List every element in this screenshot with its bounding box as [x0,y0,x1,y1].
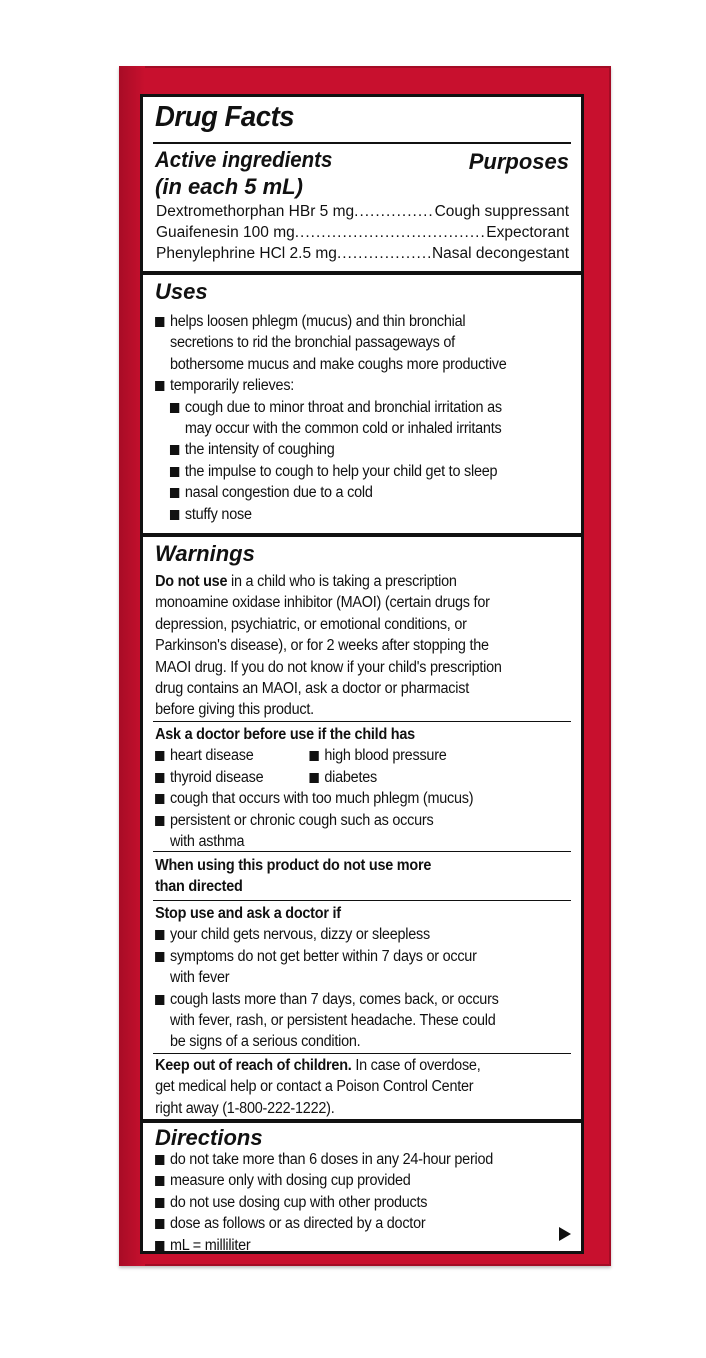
section-divider [143,271,581,275]
ingredient-name: Guaifenesin 100 mg [156,224,295,241]
list-item: cough lasts more than 7 days, comes back, or occurs with fever, rash, or persistent headache. These could be signs of a serious condition. [155,989,539,1053]
list-item: do not use dosing cup with other products [155,1192,539,1213]
active-ingredients-heading: Active ingredients [155,147,333,172]
list-item: mL = milliliter [155,1235,539,1256]
ingredient-name: Phenylephrine HCl 2.5 mg [156,245,337,262]
ingredient-purpose: Expectorant [486,224,569,241]
list-subitem: cough due to minor throat and bronchial irritation as may occur with the common cold or inhaled irritants [155,397,539,440]
active-ingredients-subheading: (in each 5 mL) [155,174,303,199]
list-item: helps loosen phlegm (mucus) and thin bronchial secretions to rid the bronchial passageways of bothersome mucus and make coughs more productive [155,311,539,375]
list-item: diabetes [309,767,463,788]
list-subitem: nasal congestion due to a cold [155,482,539,503]
list-item: dose as follows or as directed by a doctor [155,1213,539,1234]
ingredient-name: Dextromethorphan HBr 5 mg [156,203,355,220]
drug-facts-title: Drug Facts [155,101,295,133]
stop-use-section [143,903,550,1053]
list-subitem: the impulse to cough to help your child get to sleep [155,461,539,482]
list-item: measure only with dosing cup provided [155,1170,539,1191]
list-item: your child gets nervous, dizzy or sleepless [155,924,539,945]
ask-doctor-section [143,724,550,852]
list-item: thyroid disease [155,767,309,788]
ask-doctor-heading: Ask a doctor before use if the child has [155,726,415,743]
active-ingredients-table [143,201,581,264]
list-subitem: stuffy nose [155,504,539,525]
divider [153,900,571,901]
divider [153,851,571,852]
uses-heading: Uses [155,279,208,304]
list-item: cough that occurs with too much phlegm (mucus) [155,788,539,809]
section-divider [143,1119,581,1123]
when-using-text: When using this product do not use more than directed [155,857,432,896]
keep-out-of-reach-text: Keep out of reach of children. In case of overdose, get medical help or contact a Poison Control Center right away (1-800-222-1222). [155,1057,481,1117]
list-item: do not take more than 6 doses in any 24-hour period [155,1149,539,1170]
title-rule [153,142,571,144]
list-item: heart disease [155,745,309,766]
directions-list [143,1149,550,1256]
divider [153,721,571,722]
list-item: high blood pressure [309,745,463,766]
ingredient-row [156,222,569,243]
ingredient-row [156,201,569,222]
ingredient-purpose: Cough suppressant [434,203,569,220]
stop-use-heading: Stop use and ask a doctor if [155,905,341,922]
directions-heading: Directions [155,1125,263,1150]
divider [153,1053,571,1054]
do-not-use-text: Do not use in a child who is taking a prescription monoamine oxidase inhibitor (MAOI) (certain drugs for depression, psychiatric, or emotional conditions, or Parkinson's disease), or for 2 weeks after stopping the MAOI drug. If you do not know if your child's prescription drug contains an MAOI, ask a doctor or pharmacist before giving this product. [155,573,502,719]
warnings-heading: Warnings [155,541,255,566]
ingredient-purpose: Nasal decongestant [431,245,569,262]
purposes-heading: Purposes [468,149,569,174]
ingredient-row [156,243,569,264]
list-item: persistent or chronic cough such as occurs with asthma [155,810,539,853]
list-item: temporarily relieves: [155,375,539,396]
drug-facts-panel [140,94,584,1254]
section-divider [143,533,581,537]
uses-list [143,311,550,525]
list-item: symptoms do not get better within 7 days or occur with fever [155,946,539,989]
list-subitem: the intensity of coughing [155,439,539,460]
continue-arrow-icon [559,1227,571,1241]
